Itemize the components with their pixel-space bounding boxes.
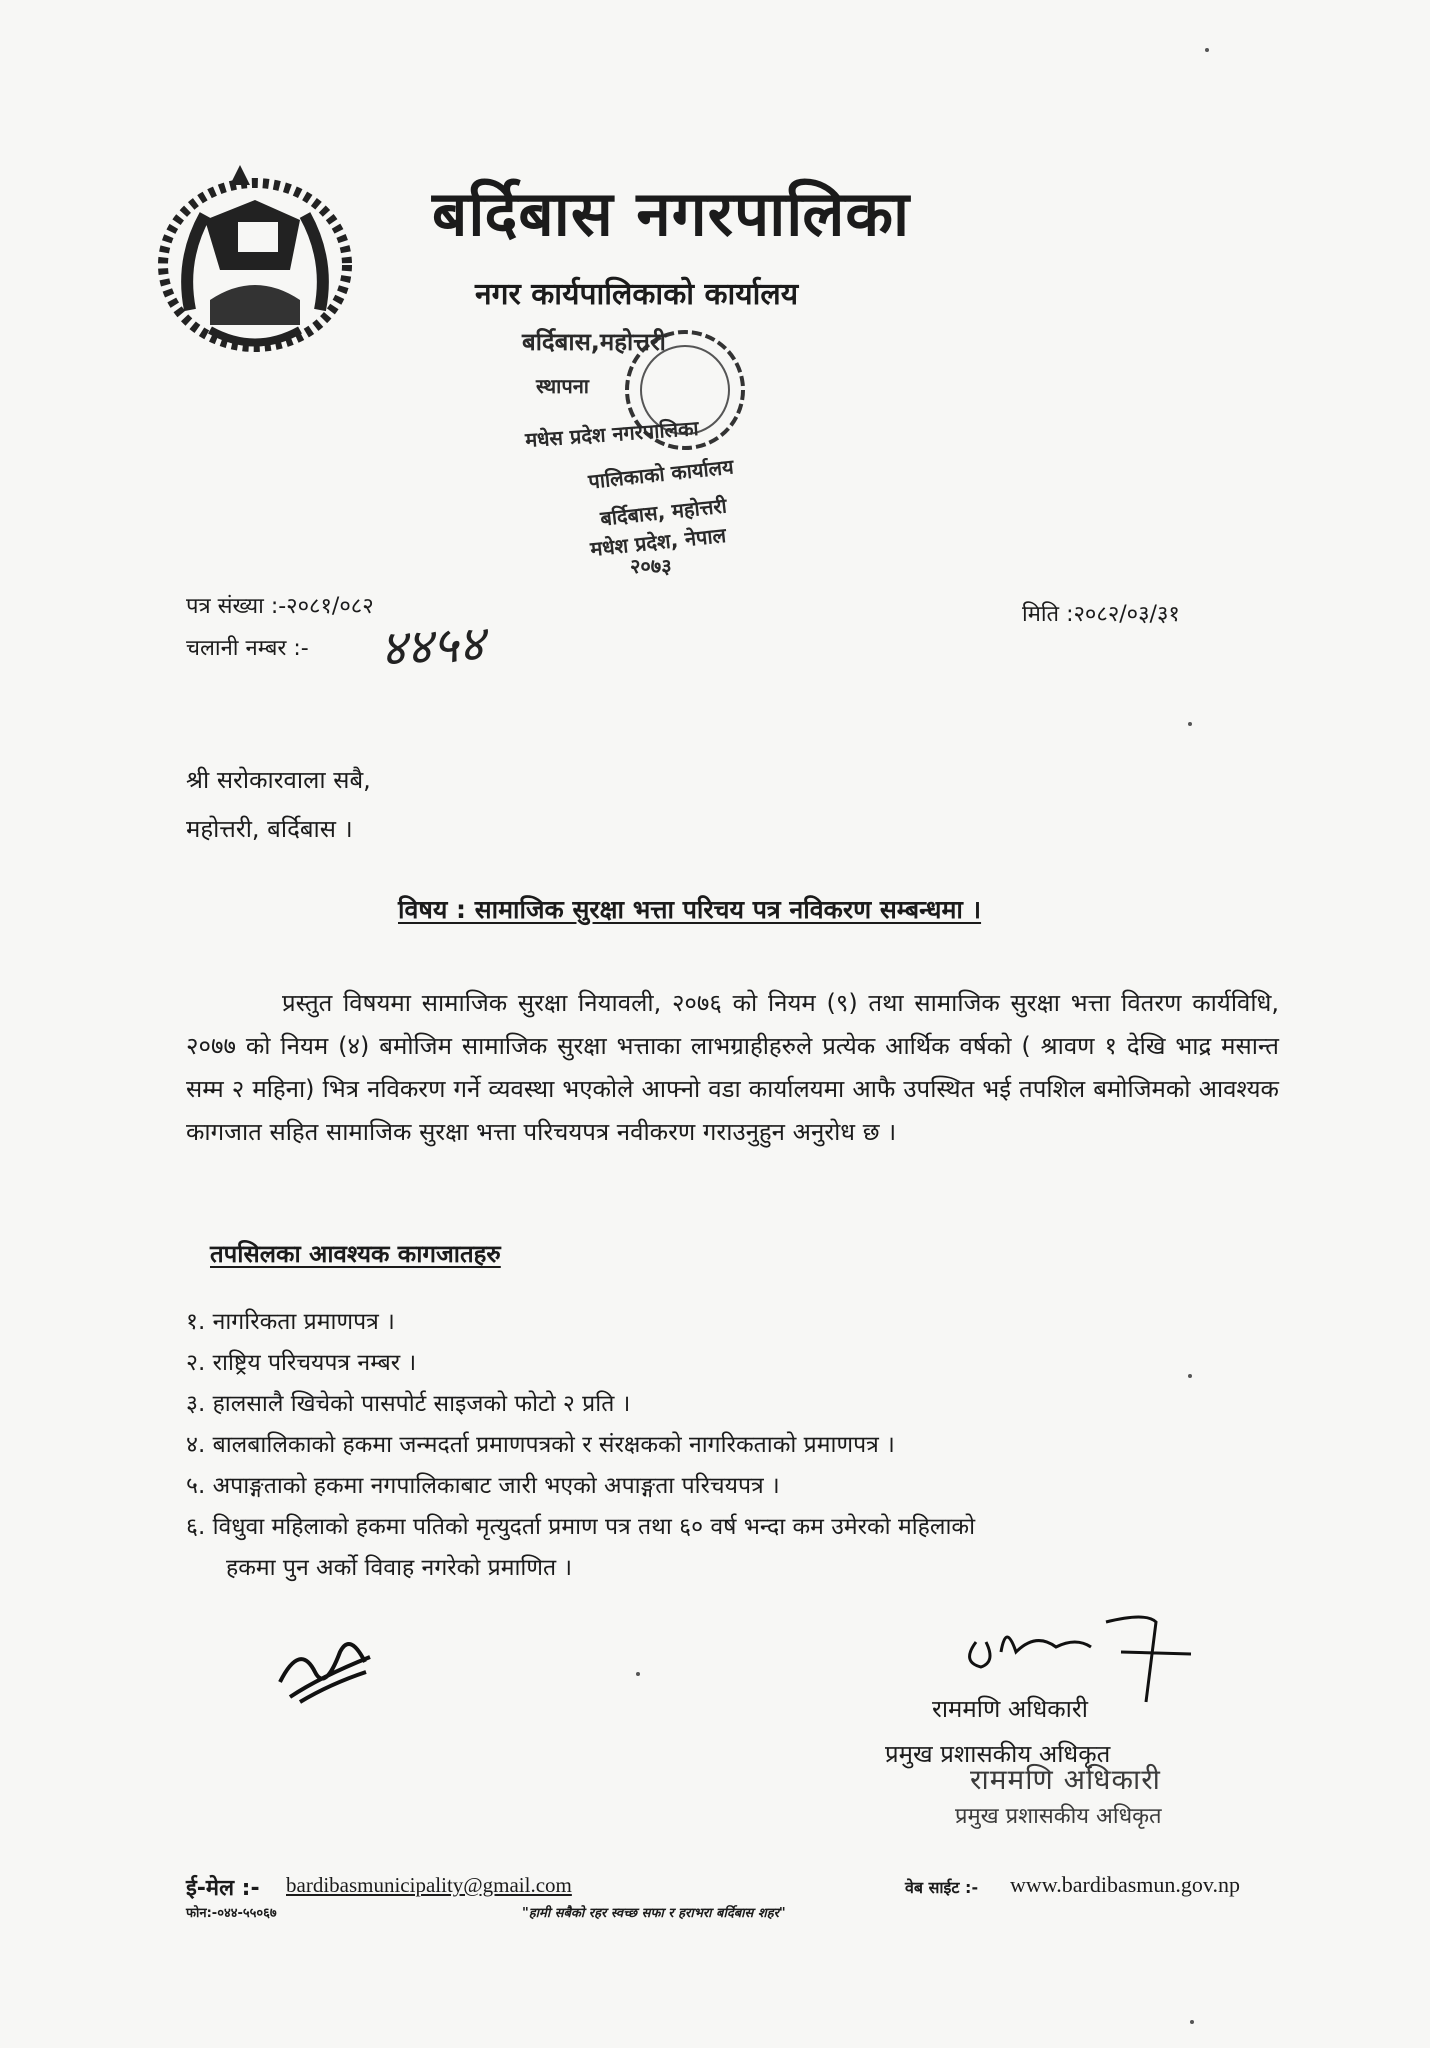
phone-number: फोन:-०४४-५५०६७ bbox=[186, 1906, 277, 1921]
dispatch-number-label: चलानी नम्बर :- bbox=[186, 636, 309, 661]
stamp-text: बर्दिबास, महोत्तरी bbox=[599, 493, 728, 531]
email-label: ई-मेल :- bbox=[186, 1876, 260, 1901]
stamp-text: बर्दिबास,महोत्तरी bbox=[522, 328, 666, 356]
slogan: "हामी सबैको रहर स्वच्छ सफा र हराभरा बर्दिबास शहर" bbox=[522, 1906, 786, 1921]
website-label: वेब साईट :- bbox=[905, 1878, 979, 1897]
body-paragraph: प्रस्तुत विषयमा सामाजिक सुरक्षा नियावली, २०७६ को नियम (९) तथा सामाजिक सुरक्षा भत्ता वितरण कार्यविधि, २०७७ को नियम (४) बमोजिम सामाजिक सुरक्षा भत्ताका लाभग्राहीहरुले प्रत्येक आर्थिक वर्षको ( श्रावण १ देखि भाद्र मसान्त सम्म २ महिना) भित्र नविकरण गर्ने व्यवस्था भएकोले आफ्नो वडा कार्यालयमा आफै उपस्थित भई तपशिल बमोजिमको आवश्यक कागजात सहित सामाजिक सुरक्षा भत्ता परिचयपत्र नवीकरण गराउनुहुन अनुरोध छ । bbox=[186, 989, 1279, 1146]
office-subtitle: नगर कार्यपालिकाको कार्यालय bbox=[475, 277, 799, 312]
stamp-text: पालिकाको कार्यालय bbox=[587, 454, 735, 494]
subject-line: विषय : सामाजिक सुरक्षा भत्ता परिचय पत्र नविकरण सम्बन्धमा । bbox=[398, 895, 982, 924]
dispatch-number-handwritten: ४४५४ bbox=[378, 614, 486, 678]
list-item: ४. बालबालिकाको हकमा जन्मदर्ता प्रमाणपत्रको र संरक्षकको नागरिकताको प्रमाणपत्र । bbox=[186, 1432, 895, 1458]
scan-speck bbox=[1188, 1374, 1192, 1378]
stamp-text: स्थापना bbox=[536, 374, 589, 398]
stamp-year: २०७३ bbox=[630, 554, 672, 578]
email-link[interactable]: bardibasmunicipality@gmail.com bbox=[286, 1873, 572, 1897]
requirements-heading: तपसिलका आवश्यक कागजातहरु bbox=[210, 1240, 501, 1268]
letter-date: मिति :२०८२/०३/३१ bbox=[1022, 602, 1180, 627]
stamp-text: मधेस प्रदेश नगरपालिका bbox=[524, 415, 700, 453]
nepal-emblem-icon bbox=[150, 160, 360, 360]
list-item: १. नागरिकता प्रमाणपत्र । bbox=[186, 1309, 395, 1335]
office-stamp bbox=[510, 320, 810, 578]
addressee-location: महोत्तरी, बर्दिबास । bbox=[186, 815, 353, 843]
requirements-list bbox=[186, 1302, 1266, 1589]
scan-speck bbox=[1190, 2020, 1194, 2024]
title-stamp: प्रमुख प्रशासकीय अधिकृत bbox=[955, 1804, 1162, 1829]
scan-speck bbox=[636, 1672, 640, 1676]
initials-signature-icon bbox=[270, 1622, 380, 1712]
list-item: ६. विधुवा महिलाको हकमा पतिको मृत्युदर्ता प्रमाण पत्र तथा ६० वर्ष भन्दा कम उमेरको महिलाको bbox=[186, 1514, 976, 1540]
letter-number: पत्र संख्या :-२०८१/०८२ bbox=[186, 594, 374, 619]
list-item: ३. हालसालै खिचेको पासपोर्ट साइजको फोटो २ प्रति । bbox=[186, 1391, 631, 1417]
list-item-continuation bbox=[186, 1548, 1266, 1589]
signatory-name: राममणि अधिकारी bbox=[932, 1695, 1088, 1723]
list-item: २. राष्ट्रिय परिचयपत्र नम्बर । bbox=[186, 1350, 417, 1376]
list-item: ५. अपाङ्गताको हकमा नगपालिकाबाट जारी भएको अपाङ्गता परिचयपत्र । bbox=[186, 1473, 780, 1499]
list-item-continuation-text: हकमा पुन अर्को विवाह नगरेको प्रमाणित । bbox=[226, 1555, 573, 1581]
addressee-line: श्री सरोकारवाला सबै, bbox=[186, 766, 371, 794]
website-link[interactable]: www.bardibasmun.gov.np bbox=[1010, 1872, 1240, 1897]
stamp-text: मधेश प्रदेश, नेपाल bbox=[589, 522, 728, 562]
signatory-title: प्रमुख प्रशासकीय अधिकृत bbox=[885, 1740, 1111, 1768]
municipality-title: बर्दिबास नगरपालिका bbox=[432, 177, 911, 250]
scan-speck bbox=[1188, 722, 1192, 726]
scan-speck bbox=[1205, 48, 1209, 52]
name-stamp: राममणि अधिकारी bbox=[970, 1763, 1161, 1796]
